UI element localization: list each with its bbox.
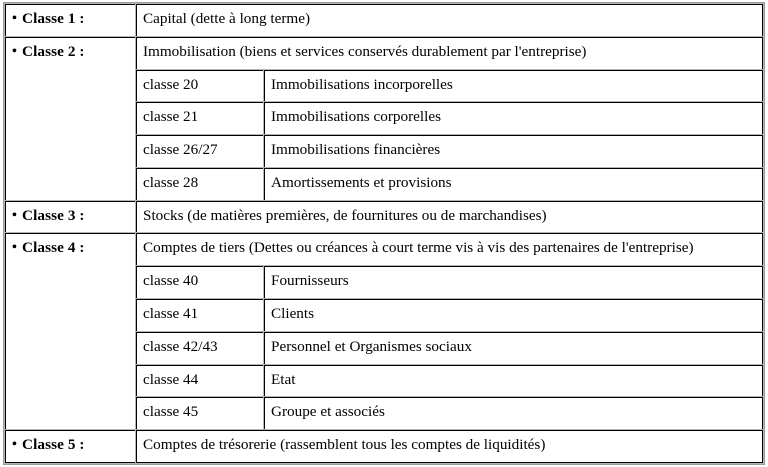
bullet-icon: • bbox=[12, 207, 17, 223]
subclass-code-cell: classe 21 bbox=[136, 102, 264, 135]
class-label-cell bbox=[5, 4, 136, 37]
class-label: Classe 1 : bbox=[22, 10, 85, 27]
class-label: Classe 3 : bbox=[22, 206, 85, 224]
table-row bbox=[5, 201, 763, 234]
subclass-label-cell: Groupe et associés bbox=[264, 397, 763, 430]
class-description-cell: Comptes de tiers (Dettes ou créances à court terme vis à vis des partenaires de l'entreprise) bbox=[136, 233, 763, 266]
subclass-code-cell: classe 28 bbox=[136, 168, 264, 201]
bullet-icon: • bbox=[12, 240, 17, 256]
table-row bbox=[5, 37, 763, 70]
class-description-cell: Stocks (de matières premières, de fournitures ou de marchandises) bbox=[136, 201, 763, 234]
class-label-cell bbox=[5, 201, 136, 234]
class-label: Classe 4 : bbox=[22, 239, 85, 257]
subclass-label-cell: Fournisseurs bbox=[264, 266, 763, 299]
subclass-label-cell: Etat bbox=[264, 365, 763, 398]
subclass-code-cell: classe 41 bbox=[136, 299, 264, 332]
table-row bbox=[5, 233, 763, 266]
bullet-icon: • bbox=[12, 437, 17, 453]
table-row bbox=[5, 4, 763, 37]
accounts-table bbox=[3, 2, 765, 465]
subclass-code-cell: classe 20 bbox=[136, 70, 264, 103]
class-description-cell: Capital (dette à long terme) bbox=[136, 4, 763, 37]
subclass-label-cell: Personnel et Organismes sociaux bbox=[264, 332, 763, 365]
class-label-cell bbox=[5, 233, 136, 430]
class-label-cell bbox=[5, 37, 136, 201]
class-description-cell: Immobilisation (biens et services conservés durablement par l'entreprise) bbox=[136, 37, 763, 70]
subclass-code-cell: classe 40 bbox=[136, 266, 264, 299]
bullet-icon: • bbox=[12, 11, 17, 26]
class-label: Classe 2 : bbox=[22, 42, 85, 60]
bullet-icon: • bbox=[12, 43, 17, 59]
class-label-cell bbox=[5, 430, 136, 463]
subclass-code-cell: classe 42/43 bbox=[136, 332, 264, 365]
subclass-label-cell: Immobilisations corporelles bbox=[264, 102, 763, 135]
table-row bbox=[5, 430, 763, 463]
subclass-code-cell: classe 45 bbox=[136, 397, 264, 430]
subclass-code-cell: classe 44 bbox=[136, 365, 264, 398]
accounts-table-body bbox=[5, 4, 763, 463]
subclass-label-cell: Immobilisations financières bbox=[264, 135, 763, 168]
subclass-code-cell: classe 26/27 bbox=[136, 135, 264, 168]
subclass-label-cell: Amortissements et provisions bbox=[264, 168, 763, 201]
subclass-label-cell: Clients bbox=[264, 299, 763, 332]
class-description-cell: Comptes de trésorerie (rassemblent tous les comptes de liquidités) bbox=[136, 430, 763, 463]
class-label: Classe 5 : bbox=[22, 436, 85, 454]
subclass-label-cell: Immobilisations incorporelles bbox=[264, 70, 763, 103]
